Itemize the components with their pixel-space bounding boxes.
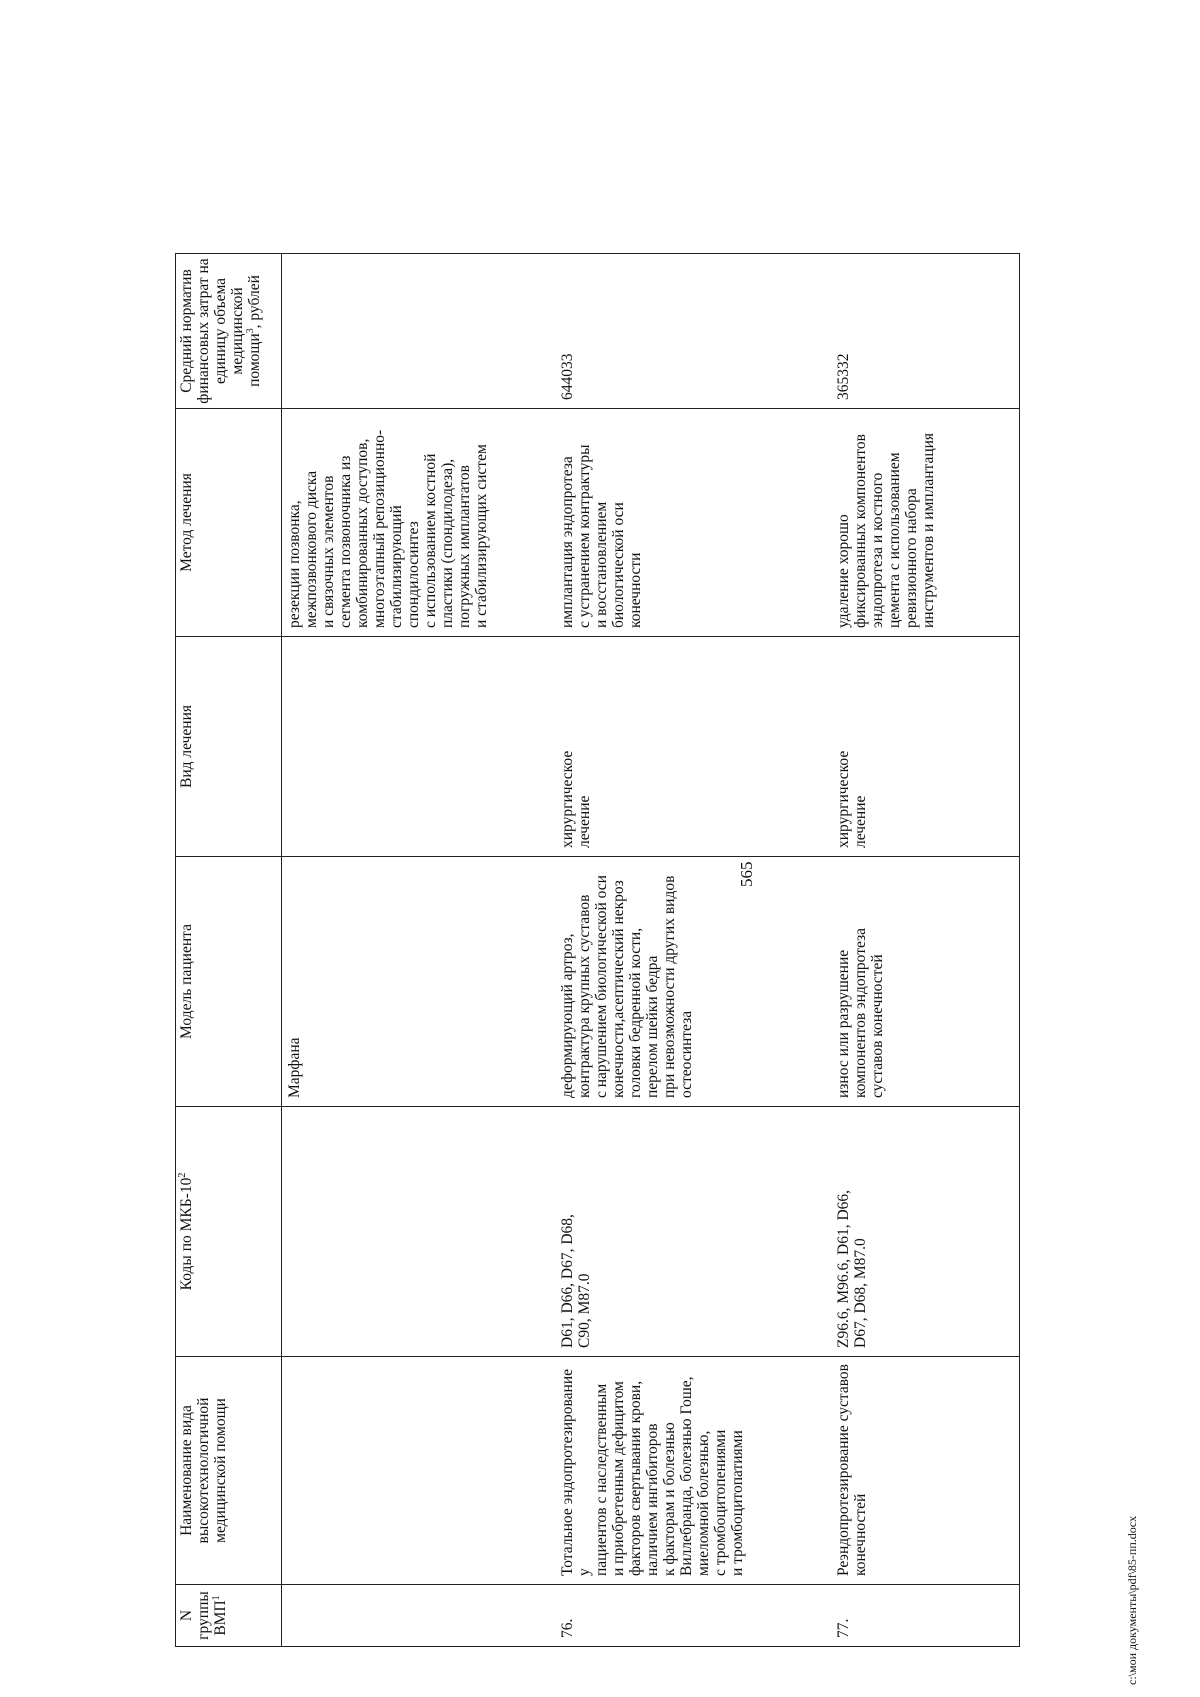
treatment-type [282, 637, 556, 857]
table-row [555, 254, 831, 1647]
header-patient-model: Модель пациента [176, 857, 282, 1107]
vmp-name: Тотальное эндопротезирование у пациентов с наследственным и приобретенным дефицитом факторов свертывания крови, наличием ингибиторов к факторам и болезнью Виллебранда, болезнью Гоше, миеломной болезнью, с тромбоцитопениями и тромбоцитопатиями [555, 1357, 831, 1585]
page-number: 565 [737, 861, 756, 887]
header-treatment-type: Вид лечения [176, 637, 282, 857]
footer-file-path: c:\мои документы\pdf\85-пп.docx [1125, 1515, 1139, 1685]
vmp-table [175, 253, 1020, 1647]
icd-codes: D61, D66, D67, D68, C90, M87.0 [555, 1107, 831, 1357]
treatment-method: удаление хорошо фиксированных компонентов эндопротеза и костного цемента с использованием ревизионного набора инструментов и имплантация [831, 409, 1020, 637]
vmp-name [282, 1357, 556, 1585]
patient-model: деформирующий артроз, контрактура крупных суставов с нарушением биологической оси конечности,асептический некроз головки бедренной кости, перелом шейки бедра при невозможности других видов остеосинтеза [555, 857, 831, 1107]
header-vmp-name: Наименование вида высокотехнологичной медицинской помощи [176, 1357, 282, 1585]
table-row [831, 254, 1020, 1647]
vmp-name: Реэндопротезирование суставов конечностей [831, 1357, 1020, 1585]
treatment-type: хирургическое лечение [831, 637, 1020, 857]
group-number [282, 1585, 556, 1647]
table-header-row [176, 254, 282, 1647]
average-cost [282, 254, 556, 409]
treatment-type: хирургическое лечение [555, 637, 831, 857]
treatment-method: имплантация эндопротеза с устранением контрактуры и восстановлением биологической оси конечности [555, 409, 831, 637]
average-cost: 644033 [555, 254, 831, 409]
patient-model: Марфана [282, 857, 556, 1107]
icd-codes [282, 1107, 556, 1357]
header-group-number: N группы ВМП$^1$ [176, 1585, 282, 1647]
group-number: 77. [831, 1585, 1020, 1647]
patient-model: износ или разрушение компонентов эндопротеза суставов конечностей [831, 857, 1020, 1107]
treatment-method: резекции позвонка, межпозвонкового диска и связочных элементов сегмента позвоночника из комбинированных доступов, многоэтапный репозиционно- стабилизирующий спондилосинтез с использованием костной пластики (спондилодеза), погружных имплантатов и стабилизирующих систем [282, 409, 556, 637]
average-cost: 365332 [831, 254, 1020, 409]
group-number: 76. [555, 1585, 831, 1647]
header-icd-codes: Коды по МКБ-$10^2$ [176, 1107, 282, 1357]
header-treatment-method: Метод лечения [176, 409, 282, 637]
table-row [282, 254, 556, 1647]
header-average-cost: Средний норматив финансовых затрат на единицу объема медицинской помощи$^3$, рублей [176, 254, 282, 409]
icd-codes: Z96.6, M96.6, D61, D66, D67, D68, M87.0 [831, 1107, 1020, 1357]
